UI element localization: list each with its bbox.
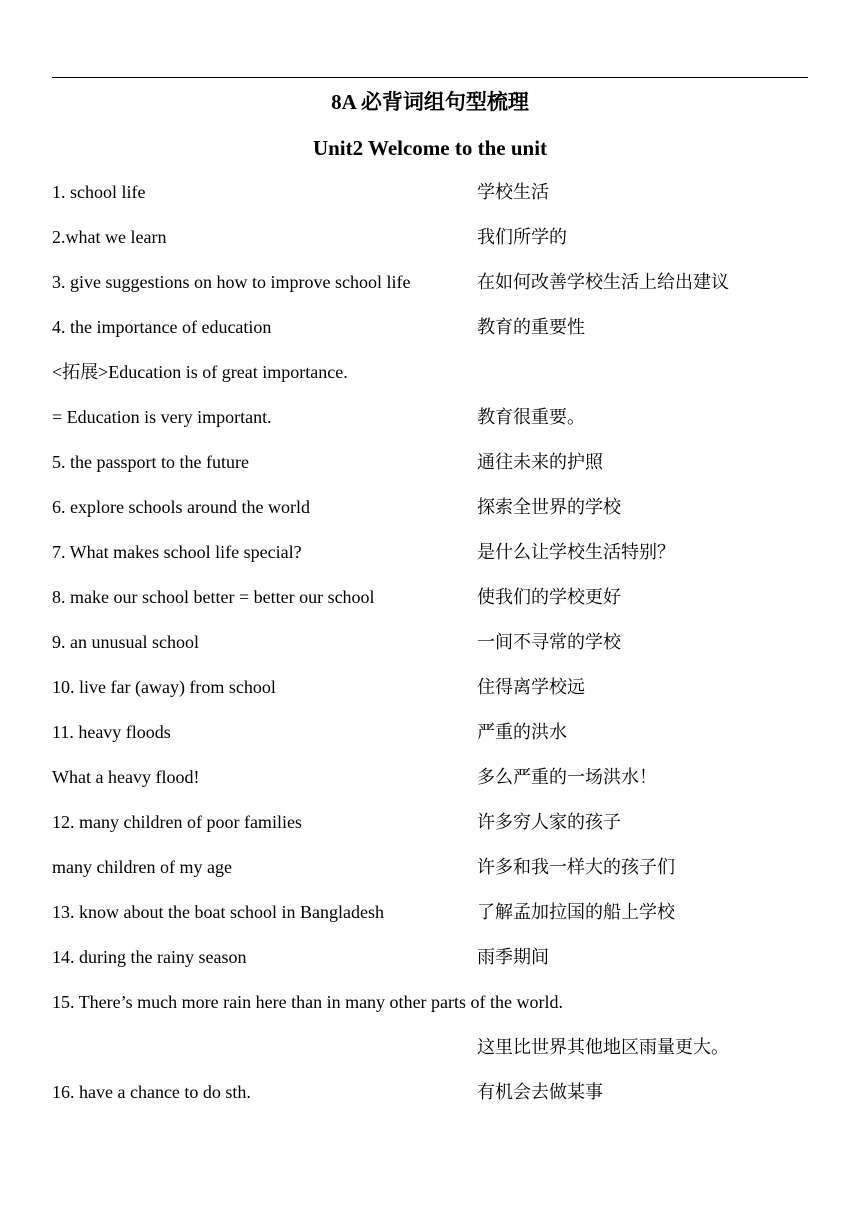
phrase-row — [52, 312, 808, 357]
chinese-translation: 使我们的学校更好 — [477, 587, 621, 607]
chinese-translation: 通往未来的护照 — [477, 452, 603, 472]
phrase-row — [52, 177, 808, 222]
phrase-row — [52, 267, 808, 312]
phrase-row — [52, 537, 808, 582]
chinese-translation: 了解孟加拉国的船上学校 — [477, 902, 675, 922]
chinese-translation: 许多和我一样大的孩子们 — [477, 857, 675, 877]
phrase-row — [52, 1077, 808, 1122]
english-phrase: 7. What makes school life special? — [52, 542, 302, 562]
chinese-translation: 有机会去做某事 — [477, 1082, 603, 1102]
phrase-row — [52, 987, 808, 1032]
chinese-translation: 教育很重要。 — [477, 407, 585, 427]
chinese-translation: 住得离学校远 — [477, 677, 585, 697]
phrase-row — [52, 807, 808, 852]
english-phrase: 8. make our school better = better our school — [52, 587, 375, 607]
english-phrase: 13. know about the boat school in Bangladesh — [52, 902, 384, 922]
chinese-translation: 是什么让学校生活特别？ — [477, 542, 675, 562]
header-rule — [52, 77, 808, 78]
unit-heading: Unit2 Welcome to the unit — [312, 136, 548, 160]
english-phrase: 6. explore schools around the world — [52, 497, 310, 517]
english-phrase: What a heavy flood! — [52, 767, 200, 787]
chinese-translation: 学校生活 — [477, 182, 549, 202]
english-phrase: 10. live far (away) from school — [52, 677, 276, 697]
chinese-translation: 多么严重的一场洪水！ — [477, 767, 657, 787]
english-phrase: 4. the importance of education — [52, 317, 272, 337]
phrase-row — [52, 222, 808, 267]
chinese-translation: 在如何改善学校生活上给出建议 — [477, 272, 729, 292]
phrase-row — [52, 852, 808, 897]
phrase-row — [52, 672, 808, 717]
chinese-translation: 教育的重要性 — [477, 317, 585, 337]
chinese-translation: 一间不寻常的学校 — [477, 632, 621, 652]
phrase-row — [52, 492, 808, 537]
phrase-row — [52, 897, 808, 942]
phrase-row — [52, 582, 808, 627]
english-phrase: 2.what we learn — [52, 227, 167, 247]
english-phrase: 15. There’s much more rain here than in many other parts of the world. — [52, 992, 564, 1012]
english-phrase: 12. many children of poor families — [52, 812, 302, 832]
phrase-row — [52, 357, 808, 402]
english-phrase: 14. during the rainy season — [52, 947, 247, 967]
phrase-row — [52, 447, 808, 492]
english-phrase: 1. school life — [52, 182, 146, 202]
chinese-translation: 我们所学的 — [477, 227, 567, 247]
english-phrase: 16. have a chance to do sth. — [52, 1082, 251, 1102]
phrase-row — [52, 627, 808, 672]
english-phrase: = Education is very important. — [52, 407, 272, 427]
phrase-row — [52, 942, 808, 987]
english-phrase: 3. give suggestions on how to improve school life — [52, 272, 411, 292]
phrase-row — [52, 1032, 808, 1077]
chinese-translation: 探索全世界的学校 — [477, 497, 621, 517]
phrase-row — [52, 402, 808, 447]
chinese-translation: 严重的洪水 — [477, 722, 567, 742]
english-phrase: 5. the passport to the future — [52, 452, 249, 472]
phrase-list — [52, 177, 808, 1122]
english-phrase: many children of my age — [52, 857, 232, 877]
phrase-row — [52, 717, 808, 762]
document-title: 8A 必背词组句型梳理 — [331, 90, 529, 114]
phrase-row — [52, 762, 808, 807]
chinese-translation: 这里比世界其他地区雨量更大。 — [477, 1037, 729, 1057]
english-phrase: <拓展>Education is of great importance. — [52, 362, 348, 382]
english-phrase: 9. an unusual school — [52, 632, 199, 652]
chinese-translation: 许多穷人家的孩子 — [477, 812, 621, 832]
chinese-translation: 雨季期间 — [477, 947, 549, 967]
english-phrase: 11. heavy floods — [52, 722, 171, 742]
